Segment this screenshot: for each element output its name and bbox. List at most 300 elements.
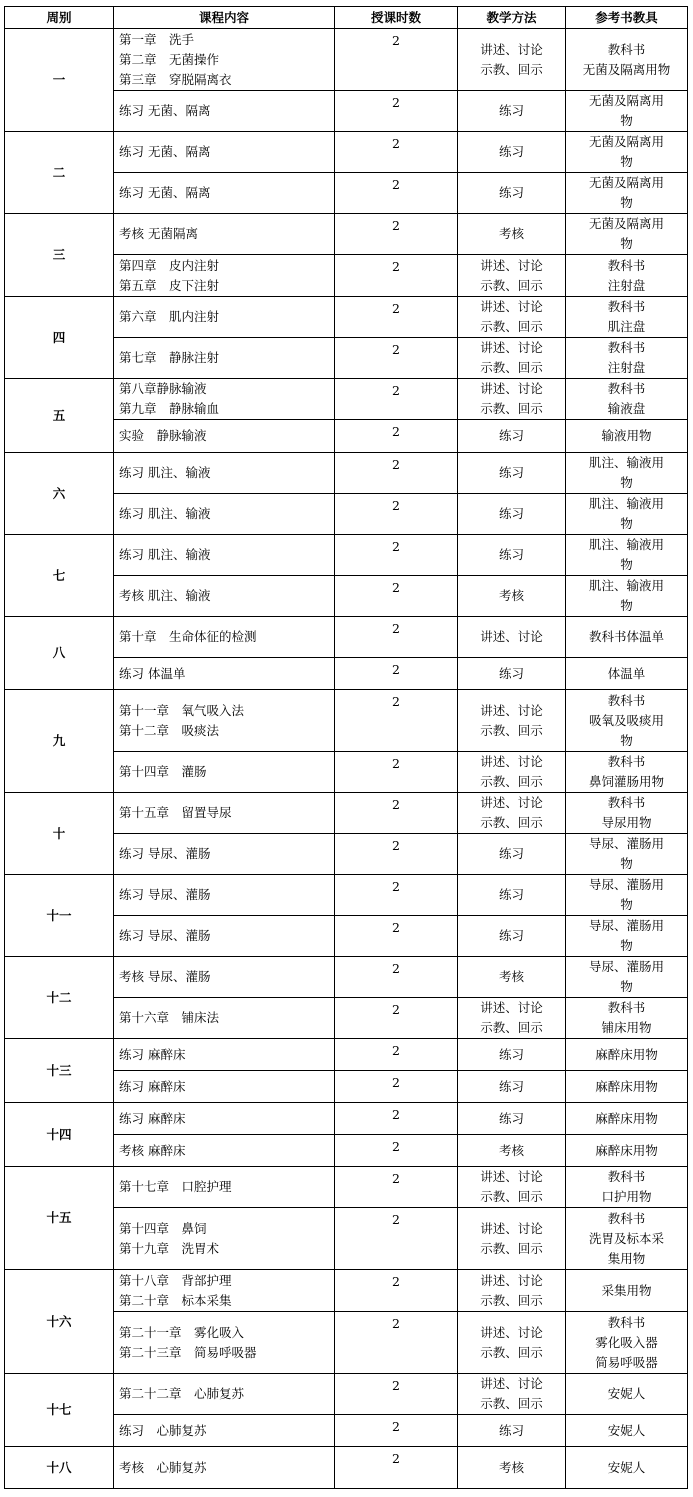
reference-materials-cell-line: 肌注、输液用 — [588, 537, 664, 552]
course-content-cell-line: 第十五章 留置导尿 — [119, 805, 232, 820]
reference-materials-cell-line: 教科书 — [607, 754, 646, 769]
reference-materials-cell-line: 教科书 — [607, 1314, 646, 1330]
table-row — [5, 132, 688, 173]
course-content-cell-line: 练习 心肺复苏 — [119, 1422, 207, 1438]
teaching-method-cell-line: 示教、回示 — [480, 61, 543, 77]
course-content-cell — [114, 453, 335, 494]
table-row — [5, 1039, 688, 1071]
teaching-method-cell-line: 练习 — [498, 1110, 524, 1126]
reference-materials-cell — [566, 535, 688, 576]
reference-materials-cell-line: 采集用物 — [601, 1282, 652, 1298]
hours-cell: 2 — [335, 1071, 458, 1103]
teaching-method-cell-line: 示教、回示 — [480, 1396, 543, 1411]
hours-cell: 2 — [335, 214, 458, 255]
course-content-cell — [114, 297, 335, 338]
teaching-method-cell-line: 考核 — [498, 1142, 524, 1158]
course-content-cell — [114, 1312, 335, 1374]
table-row — [5, 793, 688, 834]
reference-materials-cell-line: 导尿、灌肠用 — [588, 836, 664, 851]
hours-cell: 2 — [335, 132, 458, 173]
hours-cell: 2 — [335, 255, 458, 297]
teaching-method-cell — [458, 690, 566, 752]
course-content-cell-line: 练习 麻醉床 — [119, 1046, 186, 1062]
reference-materials-cell-line: 麻醉床用物 — [595, 1110, 658, 1126]
teaching-method-cell-line: 考核 — [498, 969, 524, 984]
reference-materials-cell — [566, 1135, 688, 1167]
teaching-method-cell — [458, 1312, 566, 1374]
hours-cell: 2 — [335, 617, 458, 658]
reference-materials-cell-line: 教科书 — [607, 1000, 646, 1015]
header-reference: 参考书教具 — [566, 7, 688, 29]
course-content-cell-line: 练习 无菌、隔离 — [119, 185, 211, 200]
reference-materials-cell — [566, 916, 688, 957]
hours-cell: 2 — [335, 29, 458, 91]
week-cell: 九 — [5, 690, 114, 793]
teaching-method-cell-line: 示教、回示 — [480, 1240, 543, 1256]
header-content: 课程内容 — [114, 7, 335, 29]
course-content-cell-line: 练习 肌注、输液 — [119, 547, 211, 562]
hours-cell: 2 — [335, 1167, 458, 1208]
hours-cell: 2 — [335, 1415, 458, 1447]
course-schedule-table — [4, 6, 688, 1489]
reference-materials-cell-line: 物 — [620, 979, 633, 994]
reference-materials-cell-line: 物 — [620, 856, 633, 871]
table-row — [5, 535, 688, 576]
reference-materials-cell-line: 洗胃及标本采 — [588, 1230, 664, 1246]
course-content-cell — [114, 132, 335, 173]
teaching-method-cell-line: 讲述、讨论 — [480, 1000, 543, 1015]
course-content-cell-line: 练习 导尿、灌肠 — [119, 846, 211, 861]
reference-materials-cell-line: 注射盘 — [607, 360, 646, 375]
reference-materials-cell-line: 物 — [620, 897, 633, 912]
table-row — [5, 1103, 688, 1135]
reference-materials-cell-line: 教科书 — [607, 1210, 646, 1226]
teaching-method-cell-line: 讲述、讨论 — [480, 257, 543, 273]
teaching-method-cell — [458, 658, 566, 690]
week-cell: 六 — [5, 453, 114, 535]
course-content-cell-line: 练习 导尿、灌肠 — [119, 887, 211, 902]
hours-cell: 2 — [335, 1312, 458, 1374]
teaching-method-cell-line: 示教、回示 — [480, 722, 543, 738]
reference-materials-cell-line: 吸氧及吸痰用 — [588, 712, 664, 728]
teaching-method-cell — [458, 834, 566, 875]
reference-materials-cell-line: 注射盘 — [607, 277, 646, 293]
teaching-method-cell-line: 练习 — [498, 1078, 524, 1094]
hours-cell: 2 — [335, 916, 458, 957]
course-content-cell — [114, 793, 335, 834]
teaching-method-cell — [458, 535, 566, 576]
course-content-cell — [114, 690, 335, 752]
hours-cell: 2 — [335, 793, 458, 834]
hours-cell: 2 — [335, 834, 458, 875]
reference-materials-cell-line: 麻醉床用物 — [595, 1078, 658, 1094]
schedule-body — [5, 29, 688, 1489]
course-content-cell — [114, 1135, 335, 1167]
reference-materials-cell — [566, 1039, 688, 1071]
course-content-cell — [114, 658, 335, 690]
teaching-method-cell — [458, 1039, 566, 1071]
course-content-cell — [114, 173, 335, 214]
reference-materials-cell-line: 鼻饲灌肠用物 — [588, 774, 664, 789]
teaching-method-cell — [458, 453, 566, 494]
course-content-cell-line: 第二十章 标本采集 — [119, 1292, 232, 1308]
teaching-method-cell-line: 练习 — [498, 1422, 524, 1438]
course-content-cell-line: 练习 肌注、输液 — [119, 465, 211, 480]
reference-materials-cell-line: 导尿、灌肠用 — [588, 918, 664, 933]
hours-cell: 2 — [335, 494, 458, 535]
week-cell: 七 — [5, 535, 114, 617]
course-content-cell-line: 第七章 静脉注射 — [119, 350, 220, 365]
table-row — [5, 690, 688, 752]
course-content-cell — [114, 916, 335, 957]
teaching-method-cell-line: 示教、回示 — [480, 401, 543, 416]
teaching-method-cell — [458, 173, 566, 214]
reference-materials-cell-line: 教科书 — [607, 692, 646, 708]
teaching-method-cell — [458, 379, 566, 420]
reference-materials-cell-line: 物 — [620, 557, 633, 572]
reference-materials-cell-line: 物 — [620, 516, 633, 531]
reference-materials-cell-line: 安妮人 — [607, 1422, 646, 1438]
reference-materials-cell — [566, 420, 688, 453]
reference-materials-cell — [566, 29, 688, 91]
teaching-method-cell-line: 示教、回示 — [480, 319, 543, 334]
table-row — [5, 875, 688, 916]
header-week: 周别 — [5, 7, 114, 29]
reference-materials-cell — [566, 1447, 688, 1489]
course-content-cell — [114, 1039, 335, 1071]
teaching-method-cell — [458, 1447, 566, 1489]
teaching-method-cell — [458, 576, 566, 617]
table-row — [5, 297, 688, 338]
reference-materials-cell-line: 物 — [620, 236, 633, 251]
reference-materials-cell-line: 物 — [620, 195, 633, 210]
teaching-method-cell — [458, 1135, 566, 1167]
course-content-cell-line: 第二十二章 心肺复苏 — [119, 1386, 245, 1401]
reference-materials-cell-line: 麻醉床用物 — [595, 1046, 658, 1062]
table-row — [5, 1270, 688, 1312]
reference-materials-cell — [566, 1312, 688, 1374]
course-content-cell-line: 第二十一章 雾化吸入 — [119, 1324, 245, 1340]
reference-materials-cell — [566, 658, 688, 690]
hours-cell: 2 — [335, 690, 458, 752]
course-content-cell — [114, 1415, 335, 1447]
course-content-cell — [114, 1447, 335, 1489]
course-content-cell — [114, 379, 335, 420]
hours-cell: 2 — [335, 379, 458, 420]
week-cell: 二 — [5, 132, 114, 214]
reference-materials-cell-line: 输液盘 — [607, 401, 646, 416]
reference-materials-cell — [566, 998, 688, 1039]
reference-materials-cell — [566, 379, 688, 420]
reference-materials-cell-line: 导尿、灌肠用 — [588, 877, 664, 892]
course-content-cell-line: 第十八章 背部护理 — [119, 1272, 232, 1288]
reference-materials-cell-line: 麻醉床用物 — [595, 1142, 658, 1158]
teaching-method-cell-line: 考核 — [498, 226, 524, 241]
course-content-cell — [114, 834, 335, 875]
header-row — [5, 7, 688, 29]
course-content-cell-line: 练习 无菌、隔离 — [119, 103, 211, 118]
course-content-cell-line: 第十四章 鼻饲 — [119, 1220, 207, 1236]
teaching-method-cell — [458, 875, 566, 916]
course-content-cell-line: 练习 肌注、输液 — [119, 506, 211, 521]
hours-cell: 2 — [335, 1103, 458, 1135]
course-content-cell-line: 第一章 洗手 — [119, 31, 195, 47]
header-hours: 授课时数 — [335, 7, 458, 29]
reference-materials-cell — [566, 297, 688, 338]
week-cell: 八 — [5, 617, 114, 690]
reference-materials-cell — [566, 1071, 688, 1103]
reference-materials-cell-line: 物 — [620, 598, 633, 613]
course-content-cell — [114, 752, 335, 793]
teaching-method-cell — [458, 91, 566, 132]
reference-materials-cell — [566, 793, 688, 834]
teaching-method-cell — [458, 338, 566, 379]
table-row — [5, 1374, 688, 1415]
week-cell: 十 — [5, 793, 114, 875]
course-content-cell-line: 第十六章 铺床法 — [119, 1010, 220, 1025]
reference-materials-cell-line: 体温单 — [607, 665, 646, 681]
teaching-method-cell-line: 练习 — [498, 185, 524, 200]
reference-materials-cell-line: 简易呼吸器 — [595, 1354, 658, 1370]
table-row — [5, 617, 688, 658]
week-cell: 十六 — [5, 1270, 114, 1374]
course-content-cell-line: 练习 体温单 — [119, 665, 186, 681]
course-content-cell — [114, 875, 335, 916]
week-cell: 一 — [5, 29, 114, 132]
teaching-method-cell — [458, 420, 566, 453]
teaching-method-cell-line: 讲述、讨论 — [480, 1220, 543, 1236]
teaching-method-cell-line: 讲述、讨论 — [480, 299, 543, 314]
teaching-method-cell — [458, 916, 566, 957]
teaching-method-cell-line: 讲述、讨论 — [480, 1272, 543, 1288]
teaching-method-cell — [458, 214, 566, 255]
table-row — [5, 453, 688, 494]
teaching-method-cell — [458, 132, 566, 173]
course-content-cell-line: 练习 麻醉床 — [119, 1110, 186, 1126]
week-cell: 四 — [5, 297, 114, 379]
course-content-cell-line: 第十四章 灌肠 — [119, 764, 207, 779]
teaching-method-cell-line: 示教、回示 — [480, 277, 543, 293]
reference-materials-cell-line: 安妮人 — [607, 1386, 646, 1401]
teaching-method-cell-line: 练习 — [498, 144, 524, 159]
teaching-method-cell-line: 讲述、讨论 — [480, 795, 543, 810]
reference-materials-cell — [566, 834, 688, 875]
hours-cell: 2 — [335, 173, 458, 214]
course-content-cell — [114, 535, 335, 576]
reference-materials-cell-line: 肌注盘 — [607, 319, 646, 334]
reference-materials-cell-line: 雾化吸入器 — [595, 1334, 658, 1350]
reference-materials-cell — [566, 91, 688, 132]
course-content-cell-line: 考核 麻醉床 — [119, 1142, 186, 1158]
table-row — [5, 379, 688, 420]
reference-materials-cell-line: 教科书 — [607, 41, 646, 57]
teaching-method-cell — [458, 1208, 566, 1270]
reference-materials-cell — [566, 338, 688, 379]
course-content-cell-line: 实验 静脉输液 — [119, 428, 207, 443]
teaching-method-cell — [458, 752, 566, 793]
reference-materials-cell-line: 无菌及隔离用 — [588, 216, 664, 231]
header-method: 教学方法 — [458, 7, 566, 29]
teaching-method-cell-line: 练习 — [498, 665, 524, 681]
table-row — [5, 29, 688, 91]
course-content-cell — [114, 617, 335, 658]
teaching-method-cell-line: 练习 — [498, 428, 524, 443]
course-content-cell-line: 练习 无菌、隔离 — [119, 144, 211, 159]
teaching-method-cell-line: 考核 — [498, 1459, 524, 1475]
week-cell: 五 — [5, 379, 114, 453]
course-content-cell-line: 第六章 肌内注射 — [119, 309, 220, 324]
reference-materials-cell — [566, 752, 688, 793]
reference-materials-cell — [566, 1374, 688, 1415]
teaching-method-cell-line: 练习 — [498, 887, 524, 902]
reference-materials-cell — [566, 453, 688, 494]
course-content-cell-line: 第二章 无菌操作 — [119, 51, 220, 67]
course-content-cell-line: 考核 心肺复苏 — [119, 1459, 207, 1475]
reference-materials-cell — [566, 255, 688, 297]
teaching-method-cell-line: 示教、回示 — [480, 1292, 543, 1308]
course-content-cell — [114, 494, 335, 535]
teaching-method-cell — [458, 494, 566, 535]
reference-materials-cell-line: 导尿用物 — [601, 815, 652, 830]
week-cell: 十四 — [5, 1103, 114, 1167]
reference-materials-cell-line: 教科书 — [607, 1169, 646, 1184]
reference-materials-cell — [566, 494, 688, 535]
course-content-cell — [114, 338, 335, 379]
course-content-cell — [114, 255, 335, 297]
course-content-cell — [114, 1374, 335, 1415]
course-content-cell-line: 第二十三章 简易呼吸器 — [119, 1344, 257, 1360]
course-content-cell-line: 练习 导尿、灌肠 — [119, 928, 211, 943]
teaching-method-cell — [458, 793, 566, 834]
week-cell: 三 — [5, 214, 114, 297]
teaching-method-cell-line: 讲述、讨论 — [480, 629, 543, 644]
teaching-method-cell — [458, 1103, 566, 1135]
teaching-method-cell-line: 讲述、讨论 — [480, 340, 543, 355]
reference-materials-cell-line: 无菌及隔离用 — [588, 93, 664, 108]
reference-materials-cell-line: 教科书 — [607, 795, 646, 810]
reference-materials-cell — [566, 173, 688, 214]
reference-materials-cell — [566, 214, 688, 255]
course-content-cell — [114, 29, 335, 91]
reference-materials-cell-line: 集用物 — [607, 1250, 646, 1266]
reference-materials-cell — [566, 132, 688, 173]
hours-cell: 2 — [335, 998, 458, 1039]
reference-materials-cell-line: 肌注、输液用 — [588, 455, 664, 470]
table-row — [5, 1447, 688, 1489]
teaching-method-cell-line: 讲述、讨论 — [480, 1169, 543, 1184]
reference-materials-cell-line: 物 — [620, 113, 633, 128]
reference-materials-cell-line: 教科书 — [607, 340, 646, 355]
hours-cell: 2 — [335, 1447, 458, 1489]
teaching-method-cell — [458, 1167, 566, 1208]
reference-materials-cell — [566, 1415, 688, 1447]
teaching-method-cell-line: 示教、回示 — [480, 815, 543, 830]
hours-cell: 2 — [335, 957, 458, 998]
teaching-method-cell — [458, 297, 566, 338]
course-content-cell-line: 练习 麻醉床 — [119, 1078, 186, 1094]
course-content-cell-line: 第三章 穿脱隔离衣 — [119, 71, 232, 87]
reference-materials-cell-line: 教科书 — [607, 299, 646, 314]
hours-cell: 2 — [335, 338, 458, 379]
course-content-cell — [114, 957, 335, 998]
course-content-cell — [114, 1208, 335, 1270]
course-content-cell-line: 第八章静脉输液 — [119, 381, 207, 396]
reference-materials-cell-line: 教科书 — [607, 381, 646, 396]
teaching-method-cell-line: 练习 — [498, 846, 524, 861]
reference-materials-cell — [566, 1270, 688, 1312]
teaching-method-cell-line: 练习 — [498, 103, 524, 118]
teaching-method-cell-line: 讲述、讨论 — [480, 381, 543, 396]
reference-materials-cell-line: 输液用物 — [601, 428, 652, 443]
week-cell: 十三 — [5, 1039, 114, 1103]
teaching-method-cell-line: 示教、回示 — [480, 774, 543, 789]
hours-cell: 2 — [335, 453, 458, 494]
course-content-cell-line: 第十九章 洗胃术 — [119, 1240, 220, 1256]
teaching-method-cell-line: 示教、回示 — [480, 1344, 543, 1360]
reference-materials-cell-line: 无菌及隔离用 — [588, 134, 664, 149]
reference-materials-cell-line: 无菌及隔离用 — [588, 175, 664, 190]
reference-materials-cell — [566, 576, 688, 617]
reference-materials-cell-line: 导尿、灌肠用 — [588, 959, 664, 974]
hours-cell: 2 — [335, 1374, 458, 1415]
teaching-method-cell-line: 讲述、讨论 — [480, 702, 543, 718]
reference-materials-cell-line: 教科书体温单 — [588, 629, 664, 644]
reference-materials-cell — [566, 1167, 688, 1208]
course-content-cell-line: 第九章 静脉输血 — [119, 401, 220, 416]
course-content-cell — [114, 1167, 335, 1208]
teaching-method-cell — [458, 1415, 566, 1447]
hours-cell: 2 — [335, 752, 458, 793]
table-row — [5, 214, 688, 255]
teaching-method-cell-line: 练习 — [498, 465, 524, 480]
teaching-method-cell-line: 示教、回示 — [480, 1189, 543, 1204]
reference-materials-cell-line: 物 — [620, 938, 633, 953]
reference-materials-cell-line: 物 — [620, 154, 633, 169]
course-content-cell-line: 第十七章 口腔护理 — [119, 1179, 232, 1194]
week-cell: 十二 — [5, 957, 114, 1039]
course-content-cell-line: 考核 肌注、输液 — [119, 588, 211, 603]
teaching-method-cell — [458, 617, 566, 658]
course-content-cell — [114, 998, 335, 1039]
reference-materials-cell — [566, 617, 688, 658]
course-content-cell-line: 第十章 生命体征的检测 — [119, 629, 257, 644]
hours-cell: 2 — [335, 1039, 458, 1071]
hours-cell: 2 — [335, 420, 458, 453]
week-cell: 十一 — [5, 875, 114, 957]
course-content-cell — [114, 1071, 335, 1103]
reference-materials-cell-line: 安妮人 — [607, 1459, 646, 1475]
reference-materials-cell — [566, 957, 688, 998]
course-content-cell — [114, 1270, 335, 1312]
course-content-cell-line: 第十二章 吸痰法 — [119, 722, 220, 738]
course-content-cell — [114, 91, 335, 132]
hours-cell: 2 — [335, 658, 458, 690]
reference-materials-cell — [566, 875, 688, 916]
course-content-cell-line: 第四章 皮内注射 — [119, 257, 220, 273]
teaching-method-cell — [458, 1270, 566, 1312]
course-content-cell-line: 第十一章 氧气吸入法 — [119, 702, 245, 718]
hours-cell: 2 — [335, 1208, 458, 1270]
hours-cell: 2 — [335, 91, 458, 132]
reference-materials-cell — [566, 690, 688, 752]
course-content-cell-line: 考核 无菌隔离 — [119, 226, 198, 241]
week-cell: 十七 — [5, 1374, 114, 1447]
table-row — [5, 1167, 688, 1208]
course-content-cell-line: 考核 导尿、灌肠 — [119, 969, 211, 984]
hours-cell: 2 — [335, 297, 458, 338]
hours-cell: 2 — [335, 576, 458, 617]
teaching-method-cell — [458, 998, 566, 1039]
